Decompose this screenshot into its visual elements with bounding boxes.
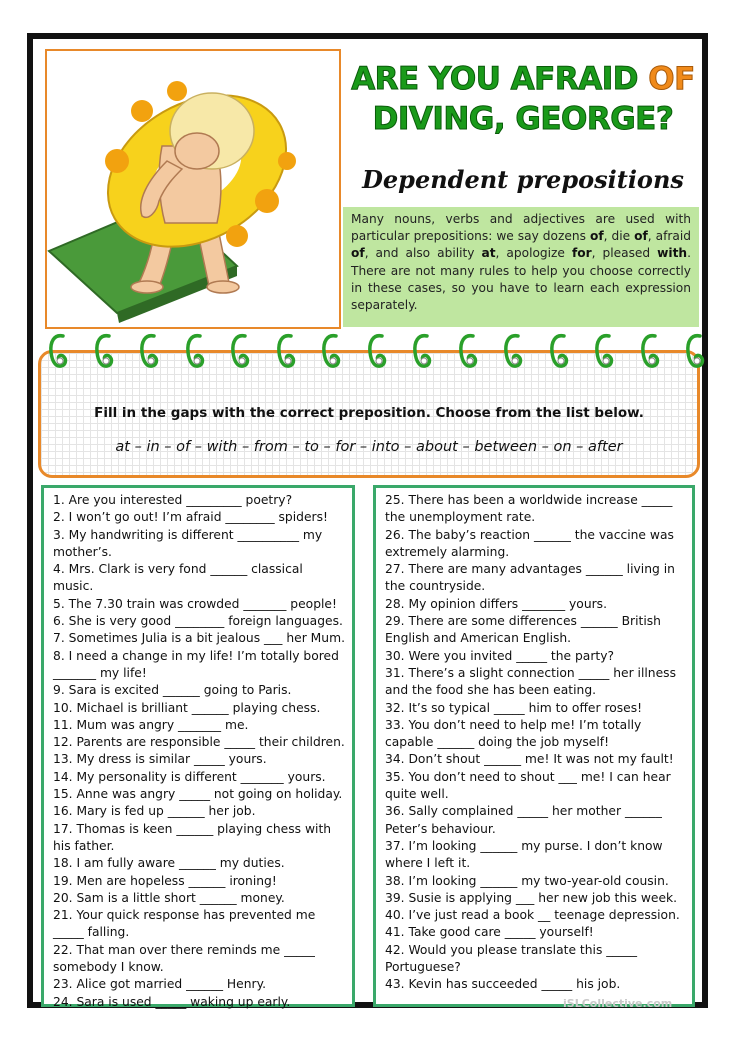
spiral-ring-icon (94, 332, 116, 370)
question-item: 26. The baby’s reaction ______ the vaccine was extremely alarming. (385, 527, 674, 559)
question-item: 20. Sam is a little short ______ money. (53, 890, 285, 905)
spiral-ring-icon (640, 332, 662, 370)
intro-text: , and also ability (364, 246, 482, 261)
question-item: 16. Mary is fed up ______ her job. (53, 804, 256, 819)
question-item: 42. Would you please translate this _____ Portuguese? (385, 942, 638, 975)
question-item: 40. I’ve just read a book __ teenage depression. (385, 908, 680, 923)
question-item: 24. Sara is used _____ waking up early. (53, 994, 291, 1009)
instructions-text: Fill in the gaps with the correct preposition. Choose from the list below. (94, 405, 644, 421)
question-item: 2. I won’t go out! I’m afraid ________ spiders! (53, 510, 328, 525)
intro-text: , die (603, 229, 635, 244)
question-item: 25. There has been a worldwide increase _____ the unemployment rate. (385, 493, 673, 525)
question-item: 27. There are many advantages ______ living in the countryside. (385, 562, 675, 594)
illustration-image (47, 51, 339, 327)
question-item: 38. I’m looking ______ my two-year-old cousin. (385, 873, 669, 888)
spiral-ring-icon (276, 332, 298, 370)
notebook-spiral-rings (48, 332, 708, 372)
question-item: 10. Michael is brilliant ______ playing chess. (53, 700, 321, 715)
questions-column-left (41, 485, 355, 1007)
intro-text: , apologize (495, 246, 572, 261)
intro-bold: at (481, 246, 496, 261)
spiral-ring-icon (685, 332, 707, 370)
spiral-ring-icon (139, 332, 161, 370)
question-item: 9. Sara is excited ______ going to Paris. (53, 683, 292, 698)
worksheet-title (343, 59, 703, 139)
questions-column-right (373, 485, 695, 1007)
intro-bold: of (634, 229, 648, 244)
question-item: 4. Mrs. Clark is very fond ______ classical music. (53, 562, 303, 594)
question-item: 17. Thomas is keen ______ playing chess with his father. (53, 821, 332, 853)
title-part-1: ARE YOU AFRAID (351, 61, 649, 97)
question-item: 3. My handwriting is different __________ my mother’s. (53, 527, 323, 559)
intro-text: . There are not many rules to help you choose correctly in these cases, so you have to learn each expression separately. (351, 246, 691, 313)
spiral-ring-icon (458, 332, 480, 370)
intro-bold: for (571, 246, 592, 261)
question-item: 30. Were you invited _____ the party? (385, 648, 614, 663)
spiral-ring-icon (367, 332, 389, 370)
intro-bold: with (657, 246, 688, 261)
question-item: 12. Parents are responsible _____ their children. (53, 735, 345, 750)
question-item: 15. Anne was angry _____ not going on holiday. (53, 787, 343, 802)
question-item: 22. That man over there reminds me _____ somebody I know. (53, 942, 315, 975)
spiral-ring-icon (230, 332, 252, 370)
worksheet-page (27, 33, 708, 1008)
title-of-word: OF (648, 61, 695, 97)
spiral-ring-icon (549, 332, 571, 370)
spiral-ring-icon (185, 332, 207, 370)
spiral-ring-icon (503, 332, 525, 370)
intro-text: Many nouns, verbs and adjectives are used with particular prepositions: we say dozens (351, 212, 691, 244)
question-item: 11. Mum was angry _______ me. (53, 717, 249, 732)
question-item: 36. Sally complained _____ her mother ______ Peter’s behaviour. (385, 804, 662, 836)
question-item: 13. My dress is similar _____ yours. (53, 752, 267, 767)
intro-bold: of (351, 246, 365, 261)
question-item: 39. Susie is applying ___ her new job this week. (385, 890, 678, 905)
question-item: 18. I am fully aware ______ my duties. (53, 856, 285, 871)
question-item: 28. My opinion differs _______ yours. (385, 596, 607, 611)
watermark: iSLCollective.com (563, 997, 673, 1010)
question-item: 5. The 7.30 train was crowded _______ people! (53, 596, 337, 611)
spiral-ring-icon (48, 332, 70, 370)
spiral-ring-icon (412, 332, 434, 370)
question-item: 23. Alice got married ______ Henry. (53, 977, 267, 992)
question-item: 35. You don’t need to shout ___ me! I can hear quite well. (385, 769, 671, 802)
question-item: 19. Men are hopeless ______ ironing! (53, 873, 277, 888)
question-item: 34. Don’t shout ______ me! It was not my fault! (385, 752, 674, 767)
question-item: 8. I need a change in my life! I’m totally bored _______ my life! (53, 648, 339, 680)
intro-text: , pleased (591, 246, 658, 261)
question-item: 6. She is very good ________ foreign languages. (53, 614, 343, 629)
intro-text: , afraid (647, 229, 692, 244)
worksheet-subtitle: Dependent prepositions (362, 165, 684, 194)
boy-with-swim-ring-illustration (45, 49, 341, 329)
question-item: 43. Kevin has succeeded _____ his job. (385, 977, 621, 992)
question-item: 14. My personality is different _______ yours. (53, 769, 326, 784)
spiral-ring-icon (321, 332, 343, 370)
question-item: 32. It’s so typical _____ him to offer roses! (385, 700, 643, 715)
question-item: 37. I’m looking ______ my purse. I don’t know where I left it. (385, 838, 663, 871)
preposition-word-list: at – in – of – with – from – to – for – into – about – between – on – after (115, 439, 623, 455)
title-line-2: DIVING, GEORGE? (372, 101, 674, 137)
question-item: 29. There are some differences ______ British English and American English. (385, 614, 661, 646)
question-item: 31. There’s a slight connection _____ her illness and the food she has been eating. (385, 665, 676, 698)
intro-bold: of (589, 229, 604, 244)
question-item: 21. Your quick response has prevented me _____ falling. (53, 908, 316, 940)
intro-paragraph (343, 207, 699, 327)
question-item: 7. Sometimes Julia is a bit jealous ___ her Mum. (53, 631, 345, 646)
question-item: 1. Are you interested _________ poetry? (53, 493, 293, 507)
question-item: 33. You don’t need to help me! I’m totally capable ______ doing the job myself! (385, 717, 642, 750)
question-item: 41. Take good care _____ yourself! (385, 925, 594, 940)
spiral-ring-icon (594, 332, 616, 370)
